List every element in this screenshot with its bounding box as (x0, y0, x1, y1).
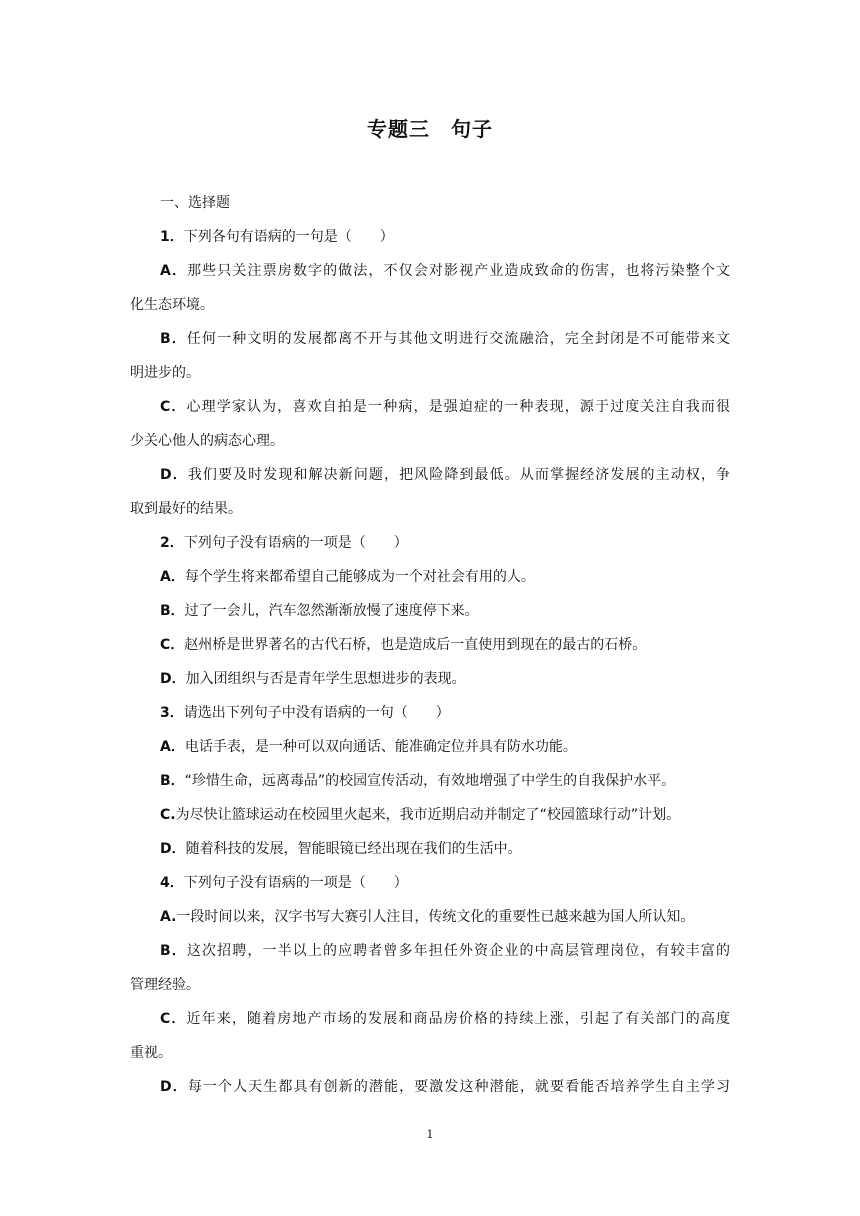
item-label: B． (160, 603, 185, 619)
text-line (130, 764, 730, 798)
item-text: 管理经验。 (130, 977, 200, 993)
text-line (130, 696, 730, 730)
item-label: D． (160, 467, 188, 483)
question-lines (130, 220, 730, 1104)
item-text: “珍惜生命，远离毒品”的校园宣传活动，有效地增强了中学生的自我保护水平。 (184, 773, 676, 789)
text-line (130, 662, 730, 696)
section-heading: 一、选择题 (160, 195, 230, 211)
item-text: 赵州桥是世界著名的古代石桥，也是造成后一直使用到现在的最古的石桥。 (184, 637, 647, 653)
page-title: 专题三 句子 (367, 117, 493, 141)
text-line (130, 390, 730, 424)
item-label: C． (160, 399, 187, 415)
text-line (130, 866, 730, 900)
text-line (130, 356, 730, 390)
item-label: B． (160, 773, 185, 789)
item-text: 下列句子没有语病的一项是（ ） (183, 875, 408, 891)
item-text: 任何一种文明的发展都离不开与其他文明进行交流融洽，完全封闭是不可能带来文 (186, 331, 730, 347)
text-line (130, 628, 730, 662)
item-label: D． (160, 1079, 188, 1095)
item-label: C． (160, 637, 185, 653)
item-text: 明进步的。 (130, 365, 200, 381)
item-text: 为尽快让篮球运动在校园里火起来，我市近期启动并制定了“校园篮球行动”计划。 (175, 807, 681, 823)
item-label: B． (160, 943, 187, 959)
item-label: 3． (160, 705, 184, 721)
document-body (130, 186, 730, 1104)
item-text: 少关心他人的病态心理。 (130, 433, 284, 449)
item-label: C． (160, 1011, 187, 1027)
text-line (130, 254, 730, 288)
item-text: 那些只关注票房数字的做法，不仅会对影视产业造成致命的伤害，也将污染整个文 (187, 263, 730, 279)
text-line (130, 424, 730, 458)
item-text: 过了一会儿，汽车忽然渐渐放慢了速度停下来。 (184, 603, 479, 619)
item-text: 每一个人天生都具有创新的潜能，要激发这种潜能，就要看能否培养学生自主学习 (187, 1079, 730, 1095)
text-line (130, 968, 730, 1002)
item-text: 取到最好的结果。 (130, 501, 242, 517)
item-label: B． (160, 331, 187, 347)
item-text: 化生态环境。 (130, 297, 214, 313)
text-line (130, 1070, 730, 1104)
text-line (130, 594, 730, 628)
item-text: 一段时间以来，汉字书写大赛引人注目，传统文化的重要性已越来越为国人所认知。 (176, 909, 695, 925)
text-line (130, 934, 730, 968)
item-label: 1． (160, 229, 184, 245)
item-text: 我们要及时发现和解决新问题，把风险降到最低。从而掌握经济发展的主动权，争 (187, 467, 730, 483)
item-label: 2． (160, 535, 184, 551)
text-line (130, 798, 730, 832)
text-line (130, 832, 730, 866)
item-text: 加入团组织与否是青年学生思想进步的表现。 (185, 671, 466, 687)
page-number: 1 (426, 1128, 434, 1141)
item-text: 每个学生将来都希望自己能够成为一个对社会有用的人。 (184, 569, 535, 585)
item-text: 下列句子没有语病的一项是（ ） (183, 535, 408, 551)
text-line (130, 1036, 730, 1070)
text-line (130, 900, 730, 934)
text-line (130, 1002, 730, 1036)
item-label: D． (160, 671, 186, 687)
item-text: 电话手表，是一种可以双向通话、能准确定位并具有防水功能。 (184, 739, 577, 755)
item-label: C. (160, 807, 176, 823)
item-label: A． (160, 263, 188, 279)
item-label: 4． (160, 875, 184, 891)
item-text: 这次招聘，一半以上的应聘者曾多年担任外资企业的中高层管理岗位，有较丰富的 (186, 943, 730, 959)
item-label: D． (160, 841, 186, 857)
item-label: A． (160, 739, 185, 755)
item-text: 下列各句有语病的一句是（ ） (183, 229, 394, 245)
text-line (130, 458, 730, 492)
text-line (130, 288, 730, 322)
item-label: A． (160, 569, 185, 585)
item-label: A. (160, 909, 177, 925)
item-text: 近年来，随着房地产市场的发展和商品房价格的持续上涨，引起了有关部门的高度 (186, 1011, 730, 1027)
item-text: 心理学家认为，喜欢自拍是一种病，是强迫症的一种表现，源于过度关注自我而很 (186, 399, 730, 415)
item-text: 随着科技的发展，智能眼镜已经出现在我们的生活中。 (185, 841, 522, 857)
text-line (130, 526, 730, 560)
text-line (130, 492, 730, 526)
text-line (130, 220, 730, 254)
text-line (130, 730, 730, 764)
item-text: 重视。 (130, 1045, 172, 1061)
item-text: 请选出下列句子中没有语病的一句（ ） (183, 705, 450, 721)
text-line (130, 322, 730, 356)
text-line (130, 560, 730, 594)
